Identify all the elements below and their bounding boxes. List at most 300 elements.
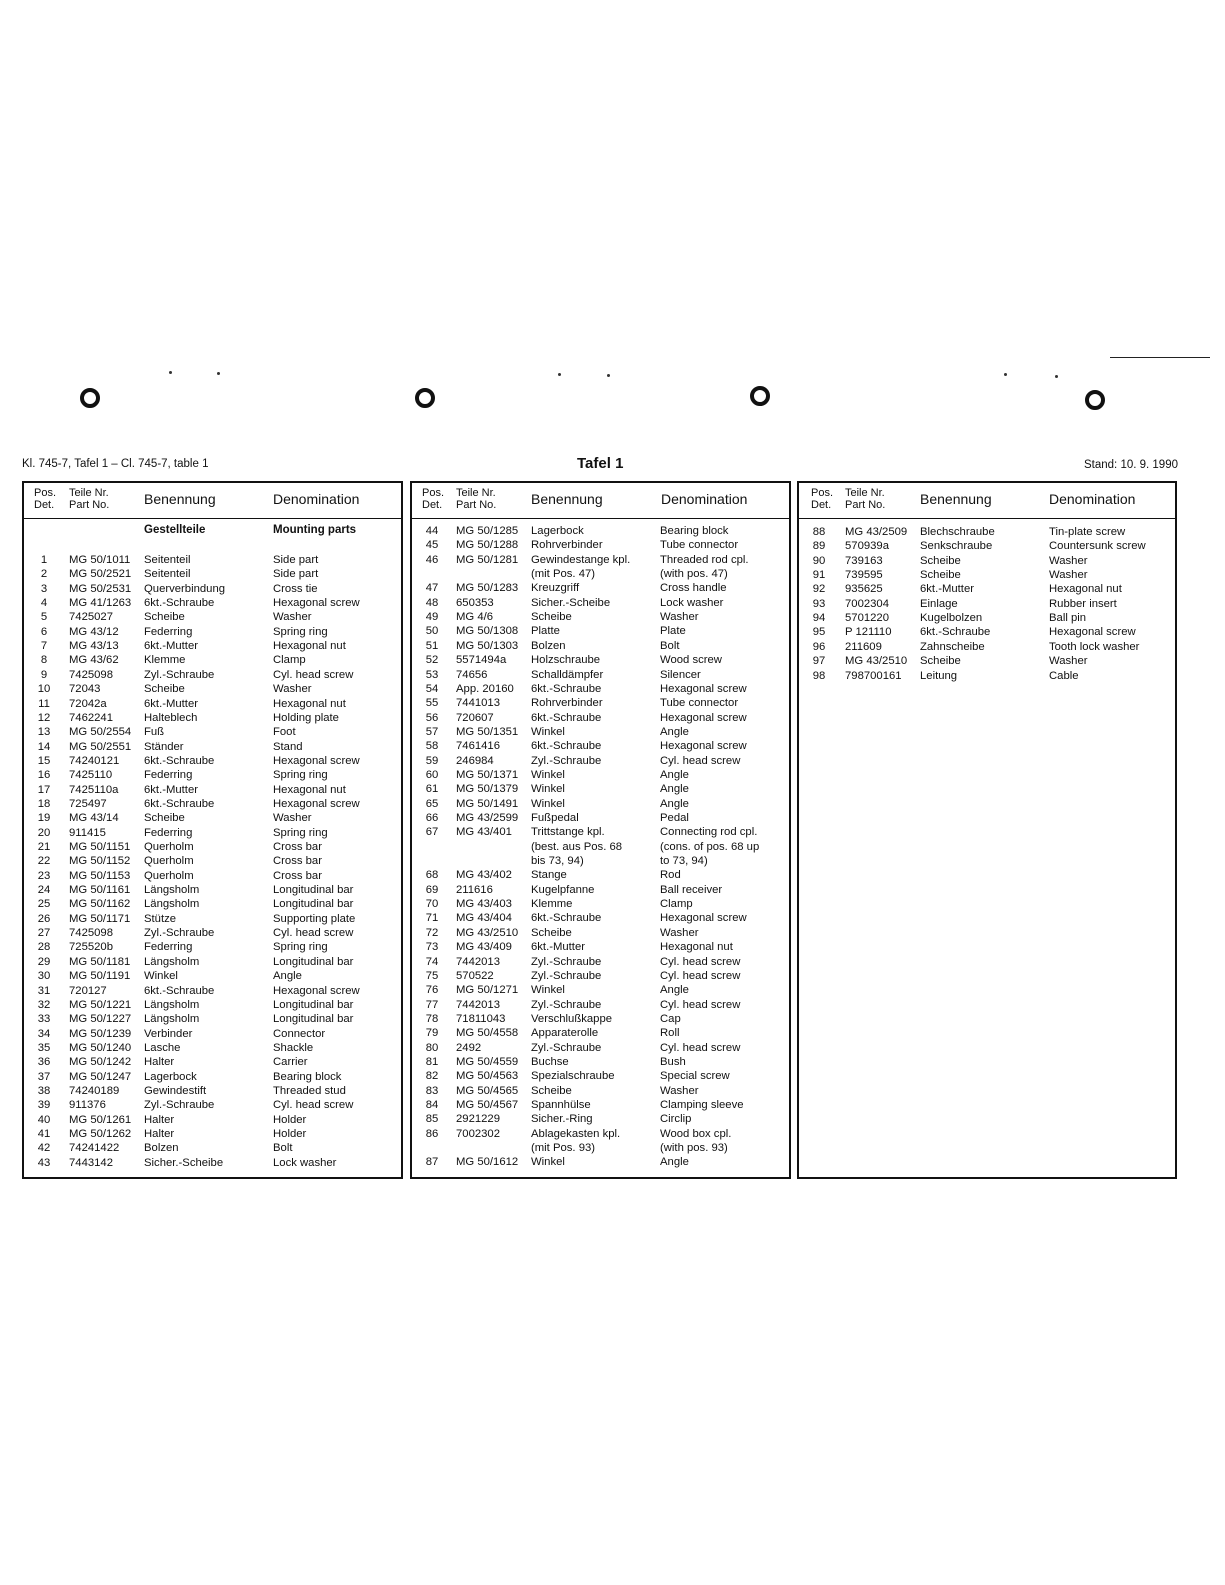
pos-cell: 23 — [37, 869, 51, 882]
benennung-cell: Stange — [531, 869, 567, 882]
parts-table-panel-3 — [797, 481, 1177, 1179]
table-row — [24, 1113, 401, 1127]
denomination-cell: Washer — [273, 812, 312, 825]
denomination-cell: Hexagonal screw — [660, 682, 747, 695]
denomination-cell: (with pos. 93) — [660, 1142, 728, 1155]
pos-cell: 42 — [37, 1142, 51, 1155]
part-no-cell: MG 43/409 — [456, 941, 512, 954]
pos-cell: 46 — [425, 553, 439, 566]
benennung-cell: Spezialschraube — [531, 1070, 615, 1083]
denomination-cell: Hexagonal nut — [660, 941, 733, 954]
table-row — [24, 984, 401, 998]
denomination-cell: Angle — [660, 725, 689, 738]
part-no-cell: MG 50/1612 — [456, 1156, 519, 1169]
pos-cell: 4 — [40, 597, 48, 610]
benennung-cell: Längsholm — [144, 955, 200, 968]
benennung-cell: Zyl.-Schraube — [531, 754, 602, 767]
pos-cell: 78 — [425, 1012, 439, 1025]
benennung-cell: Lagerbock — [531, 525, 584, 537]
table-row — [412, 1055, 789, 1069]
denomination-cell: Angle — [660, 783, 689, 796]
denomination-cell: Circlip — [660, 1113, 692, 1126]
denomination-cell: Cap — [660, 1012, 681, 1025]
table-row — [24, 940, 401, 954]
part-no-cell: 5701220 — [845, 612, 889, 625]
pos-cell: 27 — [37, 927, 51, 940]
pos-cell: 19 — [37, 812, 51, 825]
denomination-cell: Tooth lock washer — [1049, 640, 1140, 653]
part-no-cell: 739595 — [845, 569, 883, 582]
pos-cell: 14 — [37, 740, 51, 753]
table-row — [412, 897, 789, 911]
denomination-cell: Clamp — [273, 654, 306, 667]
benennung-cell: Zyl.-Schraube — [144, 668, 215, 681]
binder-hole-icon — [750, 386, 770, 406]
scan-mark — [1055, 375, 1058, 378]
pos-cell: 49 — [425, 611, 439, 624]
denomination-cell: Bolt — [273, 1142, 293, 1155]
scan-mark — [558, 373, 561, 376]
benennung-cell: Zyl.-Schraube — [531, 1041, 602, 1054]
denomination-cell: Bolt — [660, 639, 680, 652]
denomination-cell: Bearing block — [273, 1070, 342, 1083]
denomination-cell: Hexagonal nut — [273, 640, 346, 653]
parts-table-panel-1 — [22, 481, 403, 1179]
denomination-cell: Shackle — [273, 1041, 314, 1054]
pos-header: Pos. Det. — [811, 487, 834, 511]
table-row — [412, 940, 789, 954]
table-row — [412, 782, 789, 796]
denomination-cell: Longitudinal bar — [273, 898, 354, 911]
pos-cell: 55 — [425, 697, 439, 710]
part-no-cell: MG 50/1151 — [69, 841, 131, 853]
pos-cell: 86 — [425, 1127, 439, 1140]
table-row — [412, 1112, 789, 1126]
benennung-cell: Zyl.-Schraube — [531, 998, 602, 1011]
table-row — [412, 998, 789, 1012]
pos-cell: 68 — [425, 869, 439, 882]
part-no-cell: 798700161 — [845, 669, 902, 682]
table-row — [412, 538, 789, 552]
part-no-cell: 74656 — [456, 668, 488, 681]
part-no-cell: MG 50/1371 — [456, 768, 519, 781]
part-no-cell: 720127 — [69, 984, 107, 997]
benennung-cell: Scheibe — [920, 554, 961, 567]
part-no-cell: MG 50/2531 — [69, 582, 132, 595]
table-row — [24, 639, 401, 653]
part-no-cell: 7442013 — [456, 955, 500, 968]
benennung-cell: Halter — [144, 1128, 175, 1140]
benennung-cell: 6kt.-Schraube — [144, 797, 215, 810]
part-no-cell: MG 50/1285 — [456, 525, 519, 537]
part-no-cell: MG 50/1242 — [69, 1056, 132, 1069]
denomination-cell: Hexagonal screw — [273, 984, 360, 997]
table-row — [24, 1156, 401, 1170]
pos-cell: 57 — [425, 725, 439, 738]
denomination-cell: Angle — [273, 970, 302, 983]
benennung-cell: 6kt.-Mutter — [531, 941, 585, 954]
denomination-cell: Silencer — [660, 668, 701, 681]
benennung-cell: Senkschraube — [920, 540, 993, 553]
denomination-cell: Plate — [660, 625, 686, 638]
benennung-cell: Fußpedal — [531, 812, 579, 824]
section-title-de: Gestellteile — [144, 524, 206, 536]
benennung-cell: Scheibe — [531, 611, 572, 624]
denomination-header: Denomination — [273, 491, 360, 507]
denomination-cell: Cyl. head screw — [660, 1041, 741, 1054]
benennung-cell: Längsholm — [144, 884, 200, 897]
benennung-cell: Kreuzgriff — [531, 582, 580, 595]
denomination-cell: (with pos. 47) — [660, 568, 728, 581]
table-row — [412, 969, 789, 983]
benennung-cell: Winkel — [531, 797, 565, 810]
table-row — [412, 524, 789, 538]
pos-cell: 26 — [37, 912, 51, 925]
pos-cell: 2 — [40, 568, 48, 581]
table-row — [24, 1098, 401, 1112]
denomination-cell: Spring ring — [273, 826, 328, 839]
part-no-cell: MG 50/1303 — [456, 639, 519, 652]
denomination-cell: Connecting rod cpl. — [660, 826, 758, 839]
denomination-cell: to 73, 94) — [660, 855, 708, 868]
pos-cell: 89 — [812, 540, 826, 553]
pos-cell: 32 — [37, 998, 51, 1011]
table-row — [799, 625, 1175, 639]
benennung-cell: Trittstange kpl. — [531, 826, 605, 839]
denomination-cell: Cyl. head screw — [660, 969, 741, 982]
benennung-cell: Sicher.-Scheibe — [531, 596, 611, 609]
pos-cell: 3 — [40, 582, 48, 595]
table-row — [412, 739, 789, 753]
table-row — [412, 1084, 789, 1098]
pos-cell: 15 — [37, 754, 51, 767]
part-no-cell: 7462241 — [69, 711, 113, 724]
denomination-cell: (cons. of pos. 68 up — [660, 840, 760, 853]
part-no-cell: MG 43/14 — [69, 812, 119, 825]
denomination-cell: Cyl. head screw — [273, 1099, 354, 1112]
denomination-cell: Ball receiver — [660, 883, 723, 896]
denomination-cell: Cross handle — [660, 582, 727, 595]
denomination-cell: Bearing block — [660, 525, 729, 537]
denomination-cell: Cyl. head screw — [660, 998, 741, 1011]
binder-hole-icon — [415, 388, 435, 408]
benennung-cell: Lagerbock — [144, 1070, 197, 1083]
part-no-cell: MG 50/4558 — [456, 1027, 519, 1040]
part-no-cell: 911376 — [69, 1099, 106, 1112]
pos-cell: 29 — [37, 955, 51, 968]
denomination-cell: Countersunk screw — [1049, 540, 1146, 553]
pos-cell: 43 — [37, 1156, 51, 1169]
pos-cell: 76 — [425, 984, 439, 997]
part-no-cell: 7425027 — [69, 611, 113, 624]
benennung-cell: Winkel — [531, 1156, 565, 1169]
part-no-cell: MG 43/2599 — [456, 812, 519, 824]
pos-cell: 92 — [812, 583, 826, 596]
denomination-cell: Washer — [1049, 655, 1088, 668]
benennung-cell: Querholm — [144, 855, 194, 868]
scan-mark — [607, 374, 610, 377]
benennung-cell: Querholm — [144, 869, 194, 882]
benennung-header: Benennung — [920, 491, 992, 507]
pos-cell: 72 — [425, 926, 439, 939]
pos-cell: 5 — [40, 611, 48, 624]
pos-cell: 52 — [425, 654, 439, 667]
part-no-cell: MG 50/1161 — [69, 884, 131, 897]
benennung-cell: Holzschraube — [531, 654, 601, 667]
pos-cell: 18 — [37, 797, 51, 810]
part-no-cell: MG 50/1262 — [69, 1128, 132, 1140]
pos-cell: 56 — [425, 711, 439, 724]
pos-cell: 47 — [425, 582, 439, 595]
table-row — [24, 1041, 401, 1055]
table-row — [799, 640, 1175, 654]
table-row — [24, 740, 401, 754]
denomination-cell: Cross bar — [273, 841, 322, 853]
benennung-cell: Platte — [531, 625, 560, 638]
pos-cell: 61 — [425, 783, 439, 796]
part-no-cell: MG 43/403 — [456, 898, 512, 911]
part-no-header: Teile Nr. Part No. — [845, 487, 886, 511]
part-no-cell: 739163 — [845, 554, 883, 567]
benennung-cell: Zyl.-Schraube — [531, 955, 602, 968]
benennung-cell: Leitung — [920, 669, 958, 682]
table-row — [799, 539, 1175, 553]
table-row — [412, 682, 789, 696]
pos-header: Pos. Det. — [422, 487, 445, 511]
part-no-cell: 7425098 — [69, 927, 113, 940]
benennung-cell: Scheibe — [920, 655, 961, 668]
denomination-cell: Foot — [273, 726, 296, 739]
benennung-cell: Spannhülse — [531, 1099, 591, 1111]
table-row — [799, 611, 1175, 625]
pos-cell: 10 — [37, 683, 51, 696]
section-title-en: Mounting parts — [273, 524, 357, 536]
pos-cell: 44 — [425, 525, 439, 537]
benennung-header: Benennung — [531, 491, 603, 507]
part-no-cell: P 121110 — [845, 626, 892, 639]
table-row — [799, 597, 1175, 611]
denomination-cell: Connector — [273, 1027, 326, 1040]
binder-hole-icon — [80, 388, 100, 408]
benennung-cell: Zyl.-Schraube — [531, 969, 602, 982]
part-no-cell: 72042a — [69, 697, 107, 710]
benennung-cell: Federring — [144, 769, 193, 782]
benennung-cell: (mit Pos. 47) — [531, 568, 596, 581]
part-no-cell: 2492 — [456, 1041, 482, 1054]
table-row — [24, 711, 401, 725]
table-row — [412, 840, 789, 854]
pos-cell: 91 — [812, 569, 826, 582]
benennung-cell: Seitenteil — [144, 568, 191, 581]
part-no-cell: 7442013 — [456, 998, 500, 1011]
part-no-cell: 211616 — [456, 883, 493, 896]
table-header — [412, 483, 789, 519]
table-row — [412, 1141, 789, 1155]
benennung-cell: Stütze — [144, 912, 177, 925]
pos-cell: 87 — [425, 1156, 439, 1169]
part-no-cell: MG 50/1288 — [456, 539, 519, 552]
pos-cell: 58 — [425, 740, 439, 753]
pos-cell: 93 — [812, 597, 826, 610]
table-row — [24, 826, 401, 840]
table-row — [24, 1084, 401, 1098]
pos-cell: 41 — [37, 1128, 51, 1140]
pos-cell: 40 — [37, 1113, 51, 1126]
part-no-cell: MG 50/1308 — [456, 625, 519, 638]
pos-cell: 12 — [37, 711, 51, 724]
benennung-cell: Gewindestift — [144, 1084, 207, 1097]
pos-cell: 94 — [812, 612, 826, 625]
benennung-cell: 6kt.-Mutter — [920, 583, 974, 596]
table-row — [412, 696, 789, 710]
benennung-cell: Federring — [144, 625, 193, 638]
pos-cell: 13 — [37, 726, 51, 739]
part-no-cell: MG 43/62 — [69, 654, 119, 667]
part-no-cell: App. 20160 — [456, 682, 514, 695]
part-no-cell: MG 50/1379 — [456, 783, 519, 796]
benennung-cell: Verschlußkappe — [531, 1012, 613, 1025]
part-no-cell: MG 50/1491 — [456, 797, 519, 810]
pos-cell: 54 — [425, 682, 439, 695]
part-no-cell: 5571494a — [456, 654, 507, 667]
scan-line — [1110, 357, 1210, 358]
denomination-cell: Rod — [660, 869, 681, 882]
benennung-cell: Blechschraube — [920, 526, 995, 538]
benennung-cell: Verbinder — [144, 1027, 193, 1040]
benennung-cell: Längsholm — [144, 898, 200, 911]
pos-cell: 17 — [37, 783, 51, 796]
table-row — [799, 525, 1175, 539]
denomination-cell: Longitudinal bar — [273, 884, 354, 897]
table-row — [412, 1026, 789, 1040]
table-row — [412, 911, 789, 925]
pos-cell: 77 — [425, 998, 439, 1011]
benennung-cell: Längsholm — [144, 998, 200, 1011]
denomination-cell: Pedal — [660, 812, 689, 824]
denomination-cell: Special screw — [660, 1070, 730, 1083]
benennung-cell: Apparaterolle — [531, 1027, 599, 1040]
part-no-cell: MG 50/1271 — [456, 984, 519, 997]
part-no-cell: MG 50/1261 — [69, 1113, 132, 1126]
benennung-cell: Winkel — [531, 725, 565, 738]
pos-cell: 71 — [425, 912, 439, 925]
benennung-cell: Klemme — [531, 898, 573, 911]
table-row — [799, 582, 1175, 596]
denomination-cell: Hexagonal screw — [660, 711, 747, 724]
part-no-cell: MG 50/4563 — [456, 1070, 519, 1083]
table-row — [24, 682, 401, 696]
table-header — [24, 483, 401, 519]
table-row — [24, 610, 401, 624]
pos-cell: 90 — [812, 554, 826, 567]
benennung-cell: Kugelpfanne — [531, 883, 595, 896]
denomination-cell: Washer — [660, 611, 699, 624]
part-no-cell: MG 43/2510 — [456, 926, 519, 939]
table-row — [412, 553, 789, 567]
denomination-cell: Stand — [273, 740, 303, 753]
part-no-cell: 246984 — [456, 754, 494, 767]
denomination-cell: Wood box cpl. — [660, 1127, 732, 1140]
pos-cell: 85 — [425, 1113, 439, 1126]
denomination-cell: Ball pin — [1049, 612, 1087, 625]
pos-header: Pos. Det. — [34, 487, 57, 511]
denomination-cell: Bush — [660, 1055, 686, 1068]
table-row — [412, 955, 789, 969]
denomination-cell: Longitudinal bar — [273, 1013, 354, 1026]
scan-mark — [169, 371, 172, 374]
table-row — [24, 625, 401, 639]
benennung-cell: Halter — [144, 1113, 175, 1126]
denomination-header: Denomination — [661, 491, 748, 507]
benennung-header: Benennung — [144, 491, 216, 507]
table-row — [412, 825, 789, 839]
part-no-cell: 570939a — [845, 540, 889, 553]
benennung-cell: Halteblech — [144, 711, 198, 724]
table-row — [24, 1012, 401, 1026]
benennung-cell: (best. aus Pos. 68 — [531, 840, 623, 853]
pos-cell: 38 — [37, 1084, 51, 1097]
denomination-cell: Cross tie — [273, 582, 318, 595]
table-row — [24, 797, 401, 811]
pos-cell: 7 — [40, 640, 48, 653]
benennung-cell: 6kt.-Schraube — [144, 984, 215, 997]
benennung-cell: Lasche — [144, 1041, 181, 1054]
benennung-cell: Scheibe — [144, 683, 185, 696]
benennung-cell: Scheibe — [144, 812, 185, 825]
denomination-cell: Rubber insert — [1049, 597, 1117, 610]
pos-cell: 51 — [425, 639, 439, 652]
part-no-cell: MG 50/1191 — [69, 970, 131, 983]
table-row — [24, 653, 401, 667]
table-row — [412, 883, 789, 897]
part-no-cell: MG 41/1263 — [69, 597, 132, 610]
table-row — [24, 567, 401, 581]
pos-cell: 35 — [37, 1041, 51, 1054]
benennung-cell: Sicher.-Scheibe — [144, 1156, 224, 1169]
pos-cell: 16 — [37, 769, 51, 782]
denomination-cell: Angle — [660, 1156, 689, 1169]
part-no-cell: 7002304 — [845, 597, 889, 610]
table-row — [412, 581, 789, 595]
benennung-cell: Längsholm — [144, 1013, 200, 1026]
denomination-cell: Lock washer — [660, 596, 724, 609]
denomination-cell: Longitudinal bar — [273, 998, 354, 1011]
table-row — [24, 955, 401, 969]
table-row — [799, 568, 1175, 582]
table-row — [24, 1070, 401, 1084]
denomination-cell: Lock washer — [273, 1156, 337, 1169]
part-no-cell: MG 50/1247 — [69, 1070, 132, 1083]
denomination-cell: Supporting plate — [273, 912, 356, 925]
pos-cell: 20 — [37, 826, 51, 839]
part-no-cell: MG 50/1171 — [69, 912, 131, 925]
denomination-cell: Wood screw — [660, 654, 722, 667]
denomination-cell: Hexagonal screw — [660, 740, 747, 753]
table-row — [24, 926, 401, 940]
part-no-cell: 725497 — [69, 797, 107, 810]
part-no-cell: MG 50/2521 — [69, 568, 132, 581]
part-no-cell: MG 43/12 — [69, 625, 119, 638]
table-row — [412, 754, 789, 768]
part-no-cell: MG 50/1181 — [69, 955, 131, 968]
denomination-cell: Hexagonal nut — [1049, 583, 1122, 596]
table-row — [412, 854, 789, 868]
denomination-cell: Angle — [660, 797, 689, 810]
table-row — [412, 1012, 789, 1026]
pos-cell: 24 — [37, 884, 51, 897]
part-no-cell: 7425098 — [69, 668, 113, 681]
part-no-cell: MG 43/2510 — [845, 655, 908, 668]
